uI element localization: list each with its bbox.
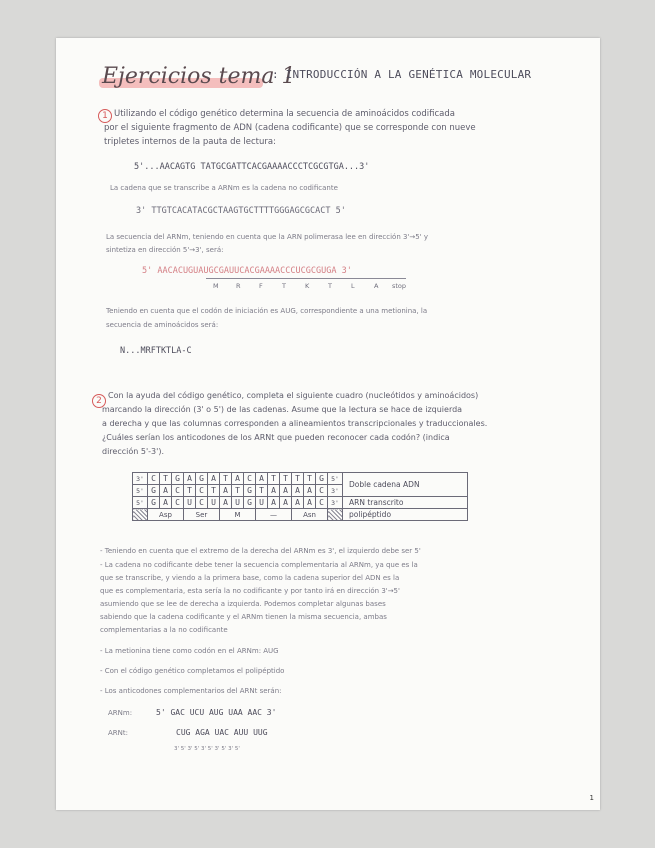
ex1-result: N...MRFTKTLA-C (120, 346, 192, 356)
amino-5: K (305, 282, 310, 290)
ex2-note-1: - Teniendo en cuenta que el extremo de la derecha del ARNm es 3', el izquierdo debe ser 5' (100, 547, 421, 555)
arnt-anticodons: CUG AGA UAC AUU UUG (176, 728, 268, 737)
nucleotide-cell: A (268, 485, 280, 497)
nucleotide-cell: T (304, 473, 316, 485)
nucleotide-cell: A (232, 473, 244, 485)
nucleotide-cell: A (268, 497, 280, 509)
nucleotide-cell: U (184, 497, 196, 509)
nucleotide-cell: T (232, 485, 244, 497)
arnt-label: ARNt: (108, 729, 128, 737)
nucleotide-cell: A (160, 497, 172, 509)
nucleotide-cell: U (208, 497, 220, 509)
nucleotide-cell: T (160, 473, 172, 485)
nucleotide-cell: G (244, 485, 256, 497)
hatched-cell (133, 509, 148, 521)
amino-1: M (213, 282, 219, 290)
ex1-note: La cadena que se transcribe a ARNm es la cadena no codificante (110, 184, 338, 192)
peptide-cell: Ser (184, 509, 220, 521)
nucleotide-cell: A (208, 473, 220, 485)
nucleotide-cell: A (256, 473, 268, 485)
nucleotide-cell: A (184, 473, 196, 485)
ex1-coding-seq: 5'...AACAGTG TATGCGATTCACGAAAACCCTCGCGTGA...3' (134, 162, 370, 172)
nucleotide-cell: C (172, 497, 184, 509)
ex2-note-7: complementarias a la no codificante (100, 626, 228, 634)
amino-6: T (328, 282, 332, 290)
ex2-note-10: - Los anticodones complementarios del ARNt serán: (100, 687, 282, 695)
peptide-cell: Asp (148, 509, 184, 521)
title-caps: : INTRODUCCIÓN A LA GENÉTICA MOLECULAR (272, 68, 532, 81)
nucleotide-cell: T (268, 473, 280, 485)
codon-underline (206, 278, 406, 279)
ex1-template-seq: 3' TTGTCACATACGCTAAGTGCTTTTGGGAGCGCACT 5' (136, 206, 346, 216)
nucleotide-cell: A (280, 485, 292, 497)
nucleotide-cell: A (220, 485, 232, 497)
amino-2: R (236, 282, 241, 290)
strand-end: 3' (328, 497, 343, 509)
ex1-line-1: Utilizando el código genético determina la secuencia de aminoácidos codificada (114, 109, 455, 119)
nucleotide-cell: T (292, 473, 304, 485)
table-row (133, 473, 468, 485)
amino-8: A (374, 282, 379, 290)
nucleotide-cell: U (256, 497, 268, 509)
ex1-line-2: por el siguiente fragmento de ADN (cadena codificante) que se corresponde con nueve (104, 123, 476, 133)
strand-end: 5' (133, 497, 148, 509)
ex2-note-2: - La cadena no codificante debe tener la secuencia complementaria al ARNm, ya que es la (100, 561, 418, 569)
row-label: ARN transcrito (343, 497, 468, 509)
nucleotide-cell: G (316, 473, 328, 485)
nucleotide-cell: T (256, 485, 268, 497)
ex1-line-3: tripletes internos de la pauta de lectura: (104, 137, 276, 147)
ex2-line-4: ¿Cuáles serían los anticodones de los ARNt que pueden reconocer cada codón? (indica (102, 433, 450, 442)
nucleotide-cell: T (184, 485, 196, 497)
nucleotide-cell: T (208, 485, 220, 497)
nucleotide-cell: T (280, 473, 292, 485)
peptide-cell: M (220, 509, 256, 521)
nucleotide-cell: A (292, 485, 304, 497)
nucleotide-cell: C (316, 485, 328, 497)
peptide-cell: — (256, 509, 292, 521)
nucleotide-cell: A (220, 497, 232, 509)
nucleotide-cell: C (316, 497, 328, 509)
notebook-page (56, 38, 600, 810)
strand-end: 3' (133, 473, 148, 485)
nucleotide-cell: A (304, 497, 316, 509)
amino-4: T (282, 282, 286, 290)
nucleotide-cell: G (196, 473, 208, 485)
nucleotide-cell: C (196, 485, 208, 497)
hatched-cell (328, 509, 343, 521)
arnm-label: ARNm: (108, 709, 133, 717)
ex2-note-3: que se transcribe, y viendo a la primera base, como la cadena superior del ADN es la (100, 574, 400, 582)
amino-7: L (351, 282, 355, 290)
nucleotide-cell: C (244, 473, 256, 485)
nucleotide-cell: C (172, 485, 184, 497)
nucleotide-cell: T (220, 473, 232, 485)
ex2-note-8: - La metionina tiene como codón en el ARNm: AUG (100, 647, 279, 655)
strand-end: 5' (133, 485, 148, 497)
arnm-codons: 5' GAC UCU AUG UAA AAC 3' (156, 708, 277, 717)
page-number: 1 (589, 794, 594, 802)
exercise-1-number: 1 (98, 109, 112, 123)
peptide-cell: Asn (292, 509, 328, 521)
table-row (133, 497, 468, 509)
nucleotide-cell: C (196, 497, 208, 509)
ex1-para3-line-1: Teniendo en cuenta que el codón de iniciación es AUG, correspondiente a una metionina, la (106, 307, 428, 315)
title-script: Ejercicios tema 1 (102, 64, 296, 89)
ex2-line-5: dirección 5'-3'). (102, 447, 164, 456)
nucleotide-cell: A (292, 497, 304, 509)
ex2-line-3: a derecha y que las columnas corresponden a alineamientos transcripcionales y traduccionales. (102, 419, 488, 428)
amino-3: F (259, 282, 263, 290)
nucleotide-cell: U (232, 497, 244, 509)
ex1-mrna-seq: 5' AACACUGUAUGCGAUUCACGAAAACCCUCGCGUGA 3' (142, 266, 352, 276)
ex2-line-2: marcando la dirección (3' o 5') de las cadenas. Asume que la lectura se hace de izquierda (102, 405, 463, 414)
nucleotide-cell: A (304, 485, 316, 497)
nucleotide-cell: A (160, 485, 172, 497)
nucleotide-cell: G (148, 497, 160, 509)
ex1-para3-line-2: secuencia de aminoácidos será: (106, 321, 219, 329)
nucleotide-cell: C (148, 473, 160, 485)
nucleotide-cell: G (244, 497, 256, 509)
strand-end: 3' (328, 485, 343, 497)
ex2-line-1: Con la ayuda del código genético, completa el siguiente cuadro (nucleótidos y aminoácidos) (108, 391, 479, 400)
exercise-2-number: 2 (92, 394, 106, 408)
arnt-ends: 3' 5' 3' 5' 3' 5' 3' 5' 3' 5' (174, 746, 240, 752)
table-row (133, 509, 468, 521)
amino-stop: stop (392, 282, 407, 290)
nucleotide-cell: G (148, 485, 160, 497)
nucleotide-cell: A (280, 497, 292, 509)
ex2-note-4: que es complementaria, esta sería la no codificante y por tanto irá en dirección 3'→5' (100, 587, 400, 595)
nucleotide-table (132, 472, 468, 521)
ex2-note-9: - Con el código genético completamos el polipéptido (100, 667, 285, 675)
ex1-para2-line-1: La secuencia del ARNm, teniendo en cuenta que la ARN polimerasa lee en dirección 3'→5' y (106, 233, 428, 241)
ex1-para2-line-2: sintetiza en dirección 5'→3', será: (106, 246, 224, 254)
nucleotide-cell: G (172, 473, 184, 485)
ex2-note-5: asumiendo que se lee de derecha a izquierda. Podemos completar algunas bases (100, 600, 386, 608)
row-label: Doble cadena ADN (343, 473, 468, 497)
ex2-note-6: sabiendo que la cadena codificante y el ARNm tienen la misma secuencia, ambas (100, 613, 387, 621)
strand-end: 5' (328, 473, 343, 485)
row-label: polipéptido (343, 509, 468, 521)
